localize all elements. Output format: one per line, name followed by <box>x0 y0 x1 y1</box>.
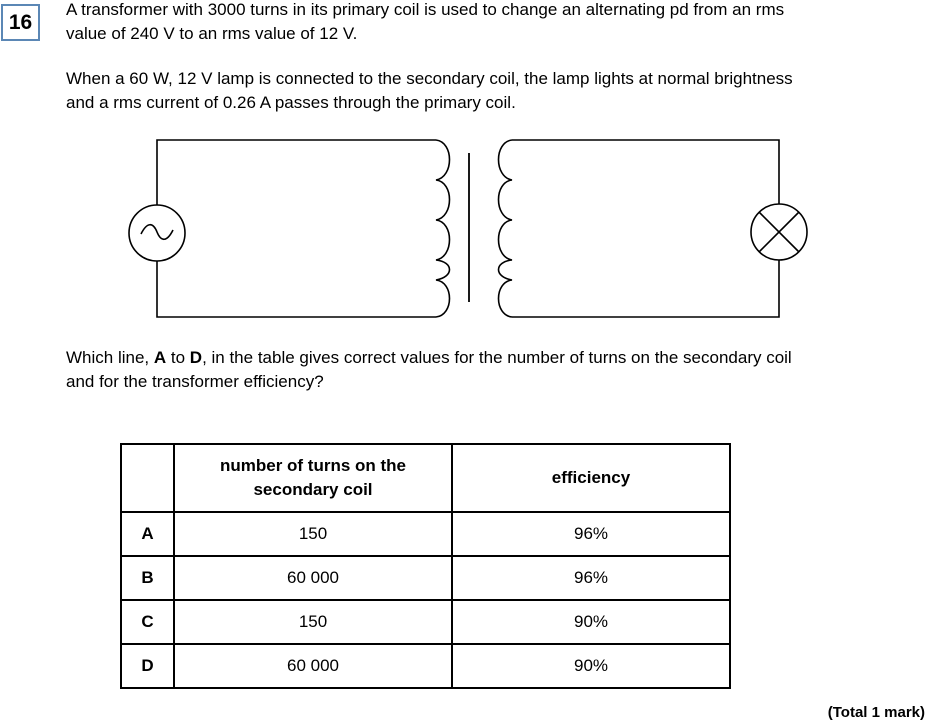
row-efficiency: 96% <box>452 556 730 600</box>
row-turns: 60 000 <box>174 644 452 688</box>
lamp-cross-icon <box>759 212 799 252</box>
prompt-text-start: Which line, <box>66 348 154 367</box>
row-letter: A <box>121 512 174 556</box>
primary-wire <box>157 140 436 317</box>
question-number: 16 <box>1 4 40 41</box>
header-turns-line-1: number of turns on the <box>219 456 407 475</box>
answer-table <box>120 443 731 689</box>
row-efficiency: 90% <box>452 644 730 688</box>
row-turns: 150 <box>174 600 452 644</box>
intro-line-1: A transformer with 3000 turns in its primary coil is used to change an alternating pd from an rms <box>66 0 785 19</box>
header-turns-cell <box>174 444 452 512</box>
ac-wave-icon <box>141 225 173 240</box>
context-line-2: and a rms current of 0.26 A passes through the primary coil. <box>66 93 516 112</box>
primary-coil <box>436 140 450 317</box>
row-letter: B <box>121 556 174 600</box>
row-turns: 60 000 <box>174 556 452 600</box>
header-letter-cell <box>121 444 174 512</box>
row-letter: C <box>121 600 174 644</box>
secondary-wire <box>512 140 779 317</box>
prompt-text-to: to <box>166 348 190 367</box>
table-header-row <box>121 444 730 512</box>
table-row <box>121 600 730 644</box>
prompt-line-2: and for the transformer efficiency? <box>66 372 324 391</box>
row-efficiency: 90% <box>452 600 730 644</box>
intro-line-2: value of 240 V to an rms value of 12 V. <box>66 24 358 43</box>
row-efficiency: 96% <box>452 512 730 556</box>
secondary-coil <box>499 140 513 317</box>
row-letter: D <box>121 644 174 688</box>
question-prompt <box>66 346 916 394</box>
header-turns-line-2: secondary coil <box>253 480 373 499</box>
header-efficiency-cell: efficiency <box>452 444 730 512</box>
transformer-circuit-diagram <box>0 0 935 340</box>
prompt-text-end: , in the table gives correct values for the number of turns on the secondary coil <box>202 348 792 367</box>
table-row <box>121 556 730 600</box>
letter-d-bold: D <box>189 348 203 367</box>
table-row <box>121 512 730 556</box>
total-mark: (Total 1 mark) <box>827 704 925 721</box>
table-row <box>121 644 730 688</box>
context-line-1: When a 60 W, 12 V lamp is connected to the secondary coil, the lamp lights at normal brightness <box>66 69 793 88</box>
letter-a-bold: A <box>153 348 167 367</box>
row-turns: 150 <box>174 512 452 556</box>
prompt-line-1 <box>66 346 916 370</box>
